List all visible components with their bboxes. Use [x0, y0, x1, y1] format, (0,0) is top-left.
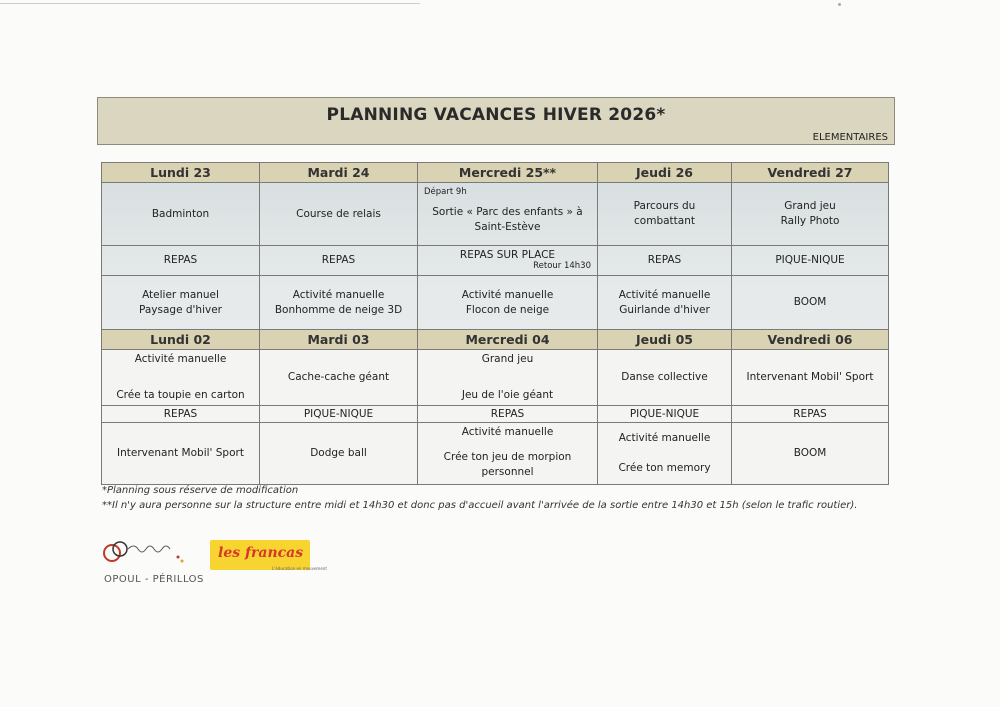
day-header: Vendredi 27 [732, 163, 889, 183]
activity: Activité manuelle [292, 288, 385, 301]
lunch-label: REPAS [163, 254, 198, 266]
activity: Grand jeu [481, 353, 534, 365]
cell [598, 183, 732, 246]
group-label: ELEMENTAIRES [812, 132, 888, 143]
cell [260, 423, 418, 485]
cell [102, 246, 260, 276]
lunch-label: REPAS SUR PLACE [459, 249, 556, 261]
cell [732, 406, 889, 423]
activity: Intervenant Mobil' Sport [117, 447, 244, 459]
cell [418, 406, 598, 423]
cell [102, 183, 260, 246]
lunch-label: REPAS [793, 407, 827, 420]
cell [260, 183, 418, 246]
cell [102, 350, 260, 406]
footnote-2: **Il n'y aura personne sur la structure entre midi et 14h30 et donc pas d'accueil avant l'arrivée de la sortie entre 14h30 et 15h (selon le trafic routier). [102, 500, 858, 511]
activity: Guirlande d'hiver [619, 303, 710, 316]
activity: Course de relais [296, 207, 381, 220]
planning-table [101, 162, 889, 485]
activity: Atelier manuel [142, 288, 219, 301]
lunch-label: REPAS [647, 254, 682, 266]
cell [418, 183, 598, 246]
week1-morning-row [102, 183, 889, 246]
activity: Activité manuelle [461, 288, 554, 301]
week2-afternoon-row [102, 423, 889, 485]
activity: BOOM [793, 296, 827, 308]
activity: personnel [481, 465, 534, 478]
title-banner [97, 97, 895, 145]
week2-morning-row [102, 350, 889, 406]
cell [418, 423, 598, 485]
activity: Paysage d'hiver [139, 303, 222, 316]
day-header: Vendredi 06 [732, 330, 889, 350]
page-title: PLANNING VACANCES HIVER 2026* [326, 105, 666, 125]
cell [732, 423, 889, 485]
lunch-label: PIQUE-NIQUE [775, 254, 845, 266]
lunch-label: REPAS [321, 254, 356, 266]
activity: Activité manuelle [618, 288, 711, 301]
activity: Intervenant Mobil' Sport [746, 371, 874, 383]
scan-artifact-line [0, 3, 420, 4]
cell [102, 423, 260, 485]
cell [598, 276, 732, 330]
cell [102, 406, 260, 423]
day-header: Lundi 23 [102, 163, 260, 183]
activity: Parcours du [633, 200, 696, 212]
activity: Dodge ball [310, 447, 367, 459]
activity: Flocon de neige [465, 303, 550, 316]
cell [732, 183, 889, 246]
cell [260, 406, 418, 423]
activity: Grand jeu [784, 200, 836, 212]
footnote-1: *Planning sous réserve de modification [102, 485, 299, 496]
cell [102, 276, 260, 330]
week1-header-row [102, 163, 889, 183]
day-header: Lundi 02 [102, 330, 260, 350]
activity: Rally Photo [780, 215, 840, 227]
activity: Activité manuelle [618, 432, 711, 444]
cell [418, 276, 598, 330]
scan-artifact-dot [838, 3, 841, 6]
les-francas-label: les francas [218, 545, 304, 561]
activity: Activité manuelle [134, 353, 227, 365]
cell [598, 423, 732, 485]
footnotes [102, 483, 857, 513]
day-header: Jeudi 05 [598, 330, 732, 350]
activity: Crée ta toupie en carton [116, 389, 245, 401]
day-header: Mercredi 25** [418, 163, 598, 183]
activity: Cache-cache géant [287, 371, 390, 383]
cell [418, 350, 598, 406]
activity: BOOM [793, 447, 827, 459]
activity: Crée ton jeu de morpion [443, 450, 572, 463]
cell [260, 276, 418, 330]
activity: Bonhomme de neige 3D [274, 303, 403, 316]
cell [260, 350, 418, 406]
opoul-perillos-label: OPOUL - PÉRILLOS [104, 574, 204, 585]
return-note: Retour 14h30 [533, 261, 591, 271]
activity: Activité manuelle [461, 426, 554, 438]
lunch-label: REPAS [490, 407, 525, 420]
activity: Danse collective [621, 371, 708, 383]
week2-lunch-row [102, 406, 889, 423]
lunch-label: REPAS [163, 407, 198, 420]
activity: combattant [634, 215, 695, 227]
day-header: Jeudi 26 [598, 163, 732, 183]
cell [418, 246, 598, 276]
lunch-label: PIQUE-NIQUE [629, 407, 700, 420]
day-header: Mardi 03 [260, 330, 418, 350]
lunch-label: PIQUE-NIQUE [303, 407, 374, 420]
day-header: Mercredi 04 [418, 330, 598, 350]
week1-afternoon-row [102, 276, 889, 330]
departure-note: Départ 9h [424, 187, 467, 197]
cell [732, 350, 889, 406]
week1-lunch-row [102, 246, 889, 276]
cell [598, 406, 732, 423]
activity: Jeu de l'oie géant [461, 389, 554, 401]
les-francas-tagline: L'éducation en mouvement [272, 566, 327, 571]
activity: Saint-Estève [474, 221, 541, 233]
cell [598, 350, 732, 406]
activity: Badminton [151, 207, 210, 220]
activity: Sortie « Parc des enfants » à [432, 206, 583, 218]
day-header: Mardi 24 [260, 163, 418, 183]
activity: Crée ton memory [618, 462, 711, 474]
cell [260, 246, 418, 276]
cell [732, 246, 889, 276]
cell [598, 246, 732, 276]
cell [732, 276, 889, 330]
week2-header-row [102, 330, 889, 350]
